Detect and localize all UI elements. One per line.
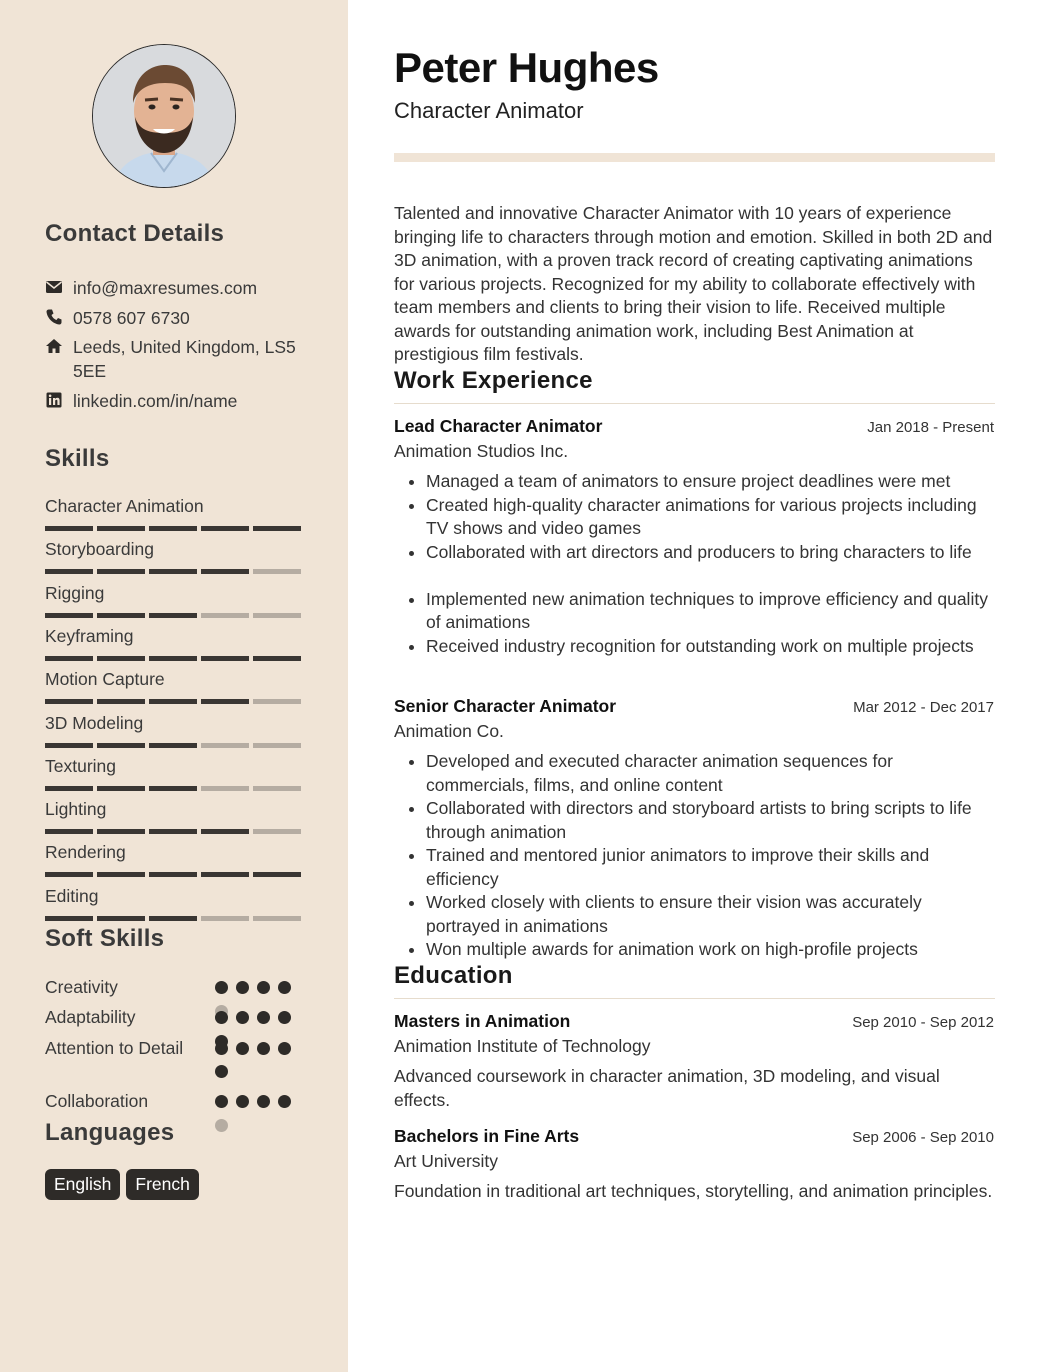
rating-dot [278, 1095, 291, 1108]
skill-level-segment [97, 916, 145, 921]
skill-level-segment [201, 916, 249, 921]
rating-dot [278, 1042, 291, 1055]
skill-level-bar [45, 569, 305, 574]
skill-name: Editing [45, 885, 99, 906]
soft-skill-name: Creativity [45, 977, 118, 997]
skill-name: Storyboarding [45, 539, 154, 560]
contact-heading: Contact Details [45, 220, 225, 247]
skill-level-segment [201, 699, 249, 704]
rating-dot [215, 981, 228, 994]
soft-skill-name: Adaptability [45, 1007, 136, 1027]
soft-skill-rating [215, 1095, 295, 1111]
rating-dot [215, 1065, 228, 1078]
job-entry [394, 416, 994, 658]
degree-name: Masters in Animation [394, 1011, 571, 1031]
skill-name: Motion Capture [45, 669, 165, 690]
skill-level-segment [253, 569, 301, 574]
skill-level-segment [253, 829, 301, 834]
skill-level-segment [45, 786, 93, 791]
job-bullet: • Managed a team of animators to ensure project deadlines were met [426, 470, 994, 494]
skill-level-segment [149, 656, 197, 661]
skill-level-segment [97, 569, 145, 574]
job-bullets [394, 470, 994, 658]
education-dates: Sep 2010 - Sep 2012 [852, 1014, 994, 1031]
profile-summary: Talented and innovative Character Animator with 10 years of experience bringing life to characters through motion and emotion. Skilled in both 2D and 3D animation, with a proven track record of creating captivating animations for various projects. Recognized for my ability to collaborate effectively with team members and clients to bring their vision to life. Received multiple awards for outstanding animation work, including Best Animation at prestigious film festivals. [394, 203, 993, 364]
rating-dot [215, 1042, 228, 1055]
soft-skill-item [45, 1037, 295, 1060]
profile-photo [93, 45, 235, 187]
skill-level-segment [149, 872, 197, 877]
job-bullets [394, 750, 994, 962]
job-role: Lead Character Animator [394, 416, 603, 436]
candidate-name: Peter Hughes [394, 44, 659, 91]
skill-level-segment [149, 613, 197, 618]
skill-level-segment [253, 743, 301, 748]
address-text: Leeds, United Kingdom, LS5 5EE [73, 337, 296, 381]
skill-level-bar [45, 743, 305, 748]
job-bullet: • Worked closely with clients to ensure their vision was accurately portrayed in animations [426, 891, 994, 938]
skill-level-segment [45, 699, 93, 704]
work-experience-heading: Work Experience [394, 367, 593, 394]
skill-item [45, 538, 305, 574]
home-icon [45, 337, 63, 355]
skill-level-segment [201, 656, 249, 661]
education-entry [394, 1011, 994, 1112]
language-tag: English [45, 1169, 120, 1200]
skill-item [45, 495, 305, 531]
rating-dot [236, 1011, 249, 1024]
skill-level-bar [45, 613, 305, 618]
skill-level-segment [201, 786, 249, 791]
skill-name: Rigging [45, 582, 105, 603]
rating-dot [215, 1119, 228, 1132]
skill-level-segment [201, 872, 249, 877]
skill-level-bar [45, 526, 305, 531]
skill-level-segment [97, 872, 145, 877]
education-heading: Education [394, 962, 513, 989]
phone-text: 0578 607 6730 [73, 308, 190, 328]
skill-level-segment [149, 569, 197, 574]
rating-dot [236, 1095, 249, 1108]
job-bullet: • Developed and executed character animation sequences for commercials, films, and online content [426, 750, 994, 797]
job-dates: Mar 2012 - Dec 2017 [853, 699, 994, 716]
skill-level-segment [253, 872, 301, 877]
candidate-title: Character Animator [394, 98, 584, 123]
skill-name: Character Animation [45, 496, 204, 516]
job-entry [394, 696, 994, 962]
skill-level-segment [97, 829, 145, 834]
header-divider [394, 153, 995, 162]
skill-level-segment [45, 872, 93, 877]
soft-skill-rating [215, 1042, 295, 1058]
skill-level-segment [45, 613, 93, 618]
avatar [92, 44, 236, 188]
phone-icon [45, 308, 63, 326]
rating-dot [257, 1095, 270, 1108]
skill-level-bar [45, 872, 305, 877]
skill-name: Lighting [45, 799, 107, 820]
education-description: Foundation in traditional art techniques, storytelling, and animation principles. [394, 1181, 993, 1201]
skill-name: 3D Modeling [45, 712, 144, 733]
skill-item [45, 885, 305, 921]
job-dates: Jan 2018 - Present [867, 419, 994, 436]
job-bullet: • Received industry recognition for outstanding work on multiple projects [426, 635, 994, 659]
soft-skill-name: Attention to Detail [45, 1038, 184, 1058]
rating-dot [278, 981, 291, 994]
skill-item [45, 668, 305, 704]
soft-skill-name: Collaboration [45, 1091, 149, 1111]
languages-heading: Languages [45, 1119, 175, 1146]
skill-level-segment [201, 526, 249, 531]
soft-skills-heading: Soft Skills [45, 925, 165, 952]
contact-email[interactable] [45, 276, 305, 300]
education-dates: Sep 2006 - Sep 2010 [852, 1129, 994, 1146]
job-bullet: • Implemented new animation techniques to improve efficiency and quality of animations [426, 588, 994, 635]
skill-level-segment [253, 656, 301, 661]
skill-item [45, 712, 305, 748]
skill-level-segment [253, 786, 301, 791]
school-name: Animation Institute of Technology [394, 1036, 651, 1056]
contact-address [45, 335, 305, 383]
skill-level-bar [45, 656, 305, 661]
skill-level-segment [45, 916, 93, 921]
skill-level-segment [253, 699, 301, 704]
soft-skill-item [45, 1006, 295, 1029]
linkedin-text: linkedin.com/in/name [73, 391, 238, 411]
skill-item [45, 582, 305, 618]
contact-linkedin[interactable] [45, 389, 305, 413]
skill-level-segment [149, 743, 197, 748]
job-bullet: • Collaborated with directors and storyboard artists to bring scripts to life through animation [426, 797, 994, 844]
skill-level-segment [97, 613, 145, 618]
soft-skill-item [45, 1090, 295, 1113]
skill-level-segment [97, 786, 145, 791]
soft-skill-rating [215, 981, 295, 997]
degree-name: Bachelors in Fine Arts [394, 1126, 580, 1146]
rating-dot [215, 1095, 228, 1108]
skill-name: Keyframing [45, 625, 134, 646]
rating-dot [236, 1042, 249, 1055]
skill-level-segment [253, 526, 301, 531]
skill-level-segment [149, 829, 197, 834]
skill-level-segment [201, 743, 249, 748]
skill-level-segment [149, 786, 197, 791]
job-bullet: • Created high-quality character animations for various projects including TV shows and video games [426, 494, 994, 541]
skill-level-bar [45, 829, 305, 834]
job-company: Animation Studios Inc. [394, 441, 569, 461]
skill-item [45, 755, 305, 791]
skill-level-segment [97, 699, 145, 704]
skill-level-segment [149, 916, 197, 921]
envelope-icon [45, 278, 63, 296]
sidebar [0, 0, 348, 1372]
language-tag: French [126, 1169, 198, 1200]
job-role: Senior Character Animator [394, 696, 617, 716]
skill-level-bar [45, 786, 305, 791]
skill-level-bar [45, 916, 305, 921]
education-entry [394, 1126, 994, 1204]
skill-name: Texturing [45, 755, 117, 776]
school-name: Art University [394, 1151, 499, 1171]
rating-dot [257, 981, 270, 994]
skill-level-segment [45, 743, 93, 748]
skill-level-segment [201, 829, 249, 834]
section-divider [394, 403, 995, 404]
linkedin-icon [45, 391, 63, 409]
rating-dot [236, 981, 249, 994]
skill-level-segment [97, 656, 145, 661]
skill-item [45, 625, 305, 661]
job-company: Animation Co. [394, 721, 504, 741]
skill-level-segment [45, 656, 93, 661]
skills-heading: Skills [45, 445, 110, 472]
skill-level-segment [253, 916, 301, 921]
skill-level-bar [45, 699, 305, 704]
skill-item [45, 798, 305, 834]
soft-skill-rating [215, 1011, 295, 1027]
education-description: Advanced coursework in character animation, 3D modeling, and visual effects. [394, 1066, 940, 1110]
skill-level-segment [45, 569, 93, 574]
contact-phone[interactable] [45, 306, 305, 330]
soft-skill-item [45, 976, 295, 999]
rating-dot [215, 1011, 228, 1024]
skill-level-segment [45, 829, 93, 834]
languages-list [45, 1169, 199, 1200]
rating-dot [257, 1042, 270, 1055]
rating-dot [278, 1011, 291, 1024]
skill-name: Rendering [45, 842, 126, 863]
skill-level-segment [97, 743, 145, 748]
skill-level-segment [149, 526, 197, 531]
skill-level-segment [45, 526, 93, 531]
section-divider [394, 998, 995, 999]
skill-item [45, 841, 305, 877]
skill-level-segment [253, 613, 301, 618]
email-text: info@maxresumes.com [73, 278, 258, 298]
job-bullet: • Won multiple awards for animation work on high-profile projects [426, 938, 994, 962]
skill-level-segment [201, 613, 249, 618]
job-bullet: • Collaborated with art directors and producers to bring characters to life [426, 541, 994, 565]
skill-level-segment [149, 699, 197, 704]
rating-dot [257, 1011, 270, 1024]
skill-level-segment [97, 526, 145, 531]
skill-level-segment [201, 569, 249, 574]
job-bullet: • Trained and mentored junior animators to improve their skills and efficiency [426, 844, 994, 891]
